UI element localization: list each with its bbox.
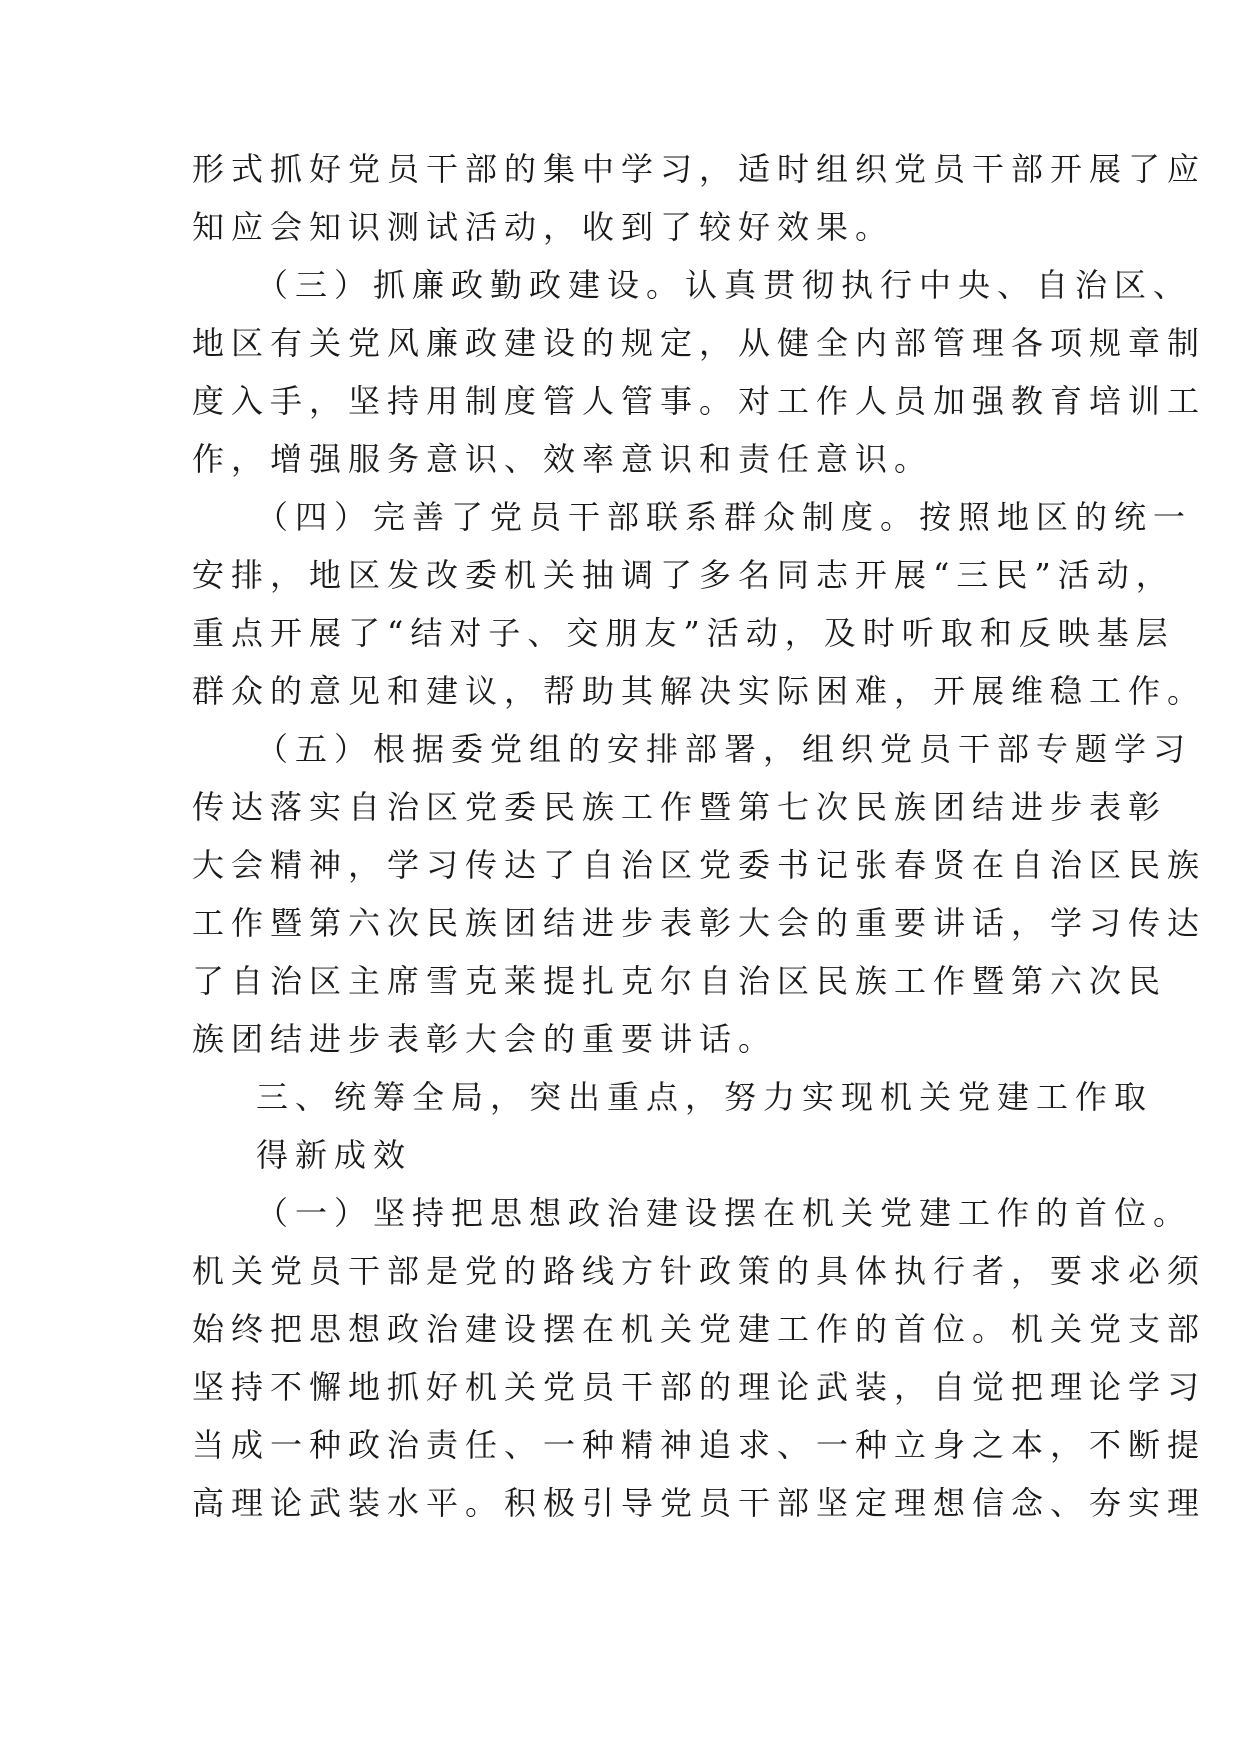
paragraph-three-heading: （三）抓廉政勤政建设。认真贯彻执行中央、自治区、 xyxy=(256,266,1193,304)
section-three-heading: 三、统筹全局，突出重点，努力实现机关党建工作取 xyxy=(256,1078,1154,1116)
paragraph-four-heading: （四）完善了党员干部联系群众制度。按照地区的统一 xyxy=(256,498,1193,536)
text-line: 度入手，坚持用制度管人管事。对工作人员加强教育培训工 xyxy=(192,382,1207,420)
text-line: 大会精神，学习传达了自治区党委书记张春贤在自治区民族 xyxy=(192,846,1207,884)
text-line: 坚持不懈地抓好机关党员干部的理论武装，自觉把理论学习 xyxy=(192,1368,1207,1406)
text-line: 高理论武装水平。积极引导党员干部坚定理想信念、夯实理 xyxy=(192,1484,1207,1522)
text-line: 重点开展了“结对子、交朋友”活动，及时听取和反映基层 xyxy=(192,614,1175,652)
text-line: 知应会知识测试活动，收到了较好效果。 xyxy=(192,208,895,246)
text-line: 始终把思想政治建设摆在机关党建工作的首位。机关党支部 xyxy=(192,1310,1207,1348)
text-line: 传达落实自治区党委民族工作暨第七次民族团结进步表彰 xyxy=(192,788,1168,826)
text-line: 安排，地区发改委机关抽调了多名同志开展“三民”活动， xyxy=(192,556,1175,594)
section-three-heading-cont: 得新成效 xyxy=(256,1136,413,1174)
text-line: 群众的意见和建议，帮助其解决实际困难，开展维稳工作。 xyxy=(192,672,1207,710)
text-line: 作，增强服务意识、效率意识和责任意识。 xyxy=(192,440,934,478)
text-line: 地区有关党风廉政建设的规定，从健全内部管理各项规章制 xyxy=(192,324,1207,362)
text-line: 形式抓好党员干部的集中学习，适时组织党员干部开展了应 xyxy=(192,150,1207,188)
text-line: 机关党员干部是党的路线方针政策的具体执行者，要求必须 xyxy=(192,1252,1207,1290)
text-line: 工作暨第六次民族团结进步表彰大会的重要讲话，学习传达 xyxy=(192,904,1207,942)
paragraph-five-heading: （五）根据委党组的安排部署，组织党员干部专题学习 xyxy=(256,730,1193,768)
text-line: 当成一种政治责任、一种精神追求、一种立身之本，不断提 xyxy=(192,1426,1207,1464)
paragraph-one-heading: （一）坚持把思想政治建设摆在机关党建工作的首位。 xyxy=(256,1194,1193,1232)
text-line: 族团结进步表彰大会的重要讲话。 xyxy=(192,1020,778,1058)
text-line: 了自治区主席雪克莱提扎克尔自治区民族工作暨第六次民 xyxy=(192,962,1168,1000)
